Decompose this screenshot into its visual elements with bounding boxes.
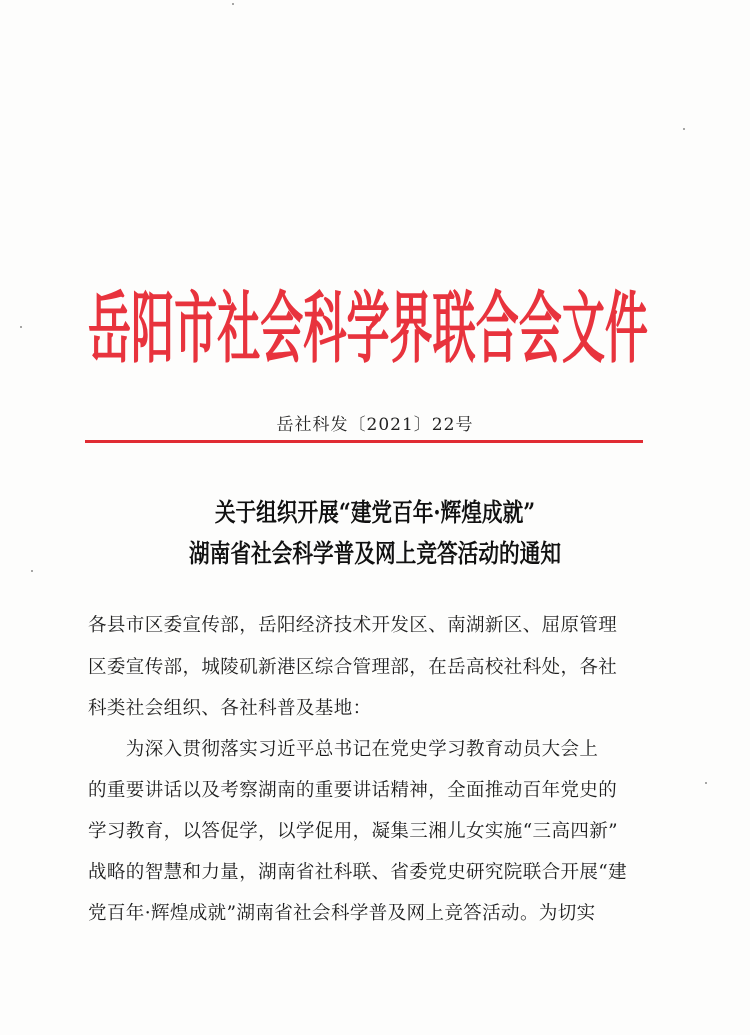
notice-title-line-2: 湖南省社会科学普及网上竞答活动的通知 — [188, 539, 561, 568]
scan-speck — [683, 128, 685, 130]
body-text-line: 各县市区委宣传部，岳阳经济技术开发区、南湖新区、屈原管理 — [88, 615, 618, 636]
document-number: 岳社科发〔2021〕22号 — [276, 415, 474, 435]
scan-speck — [705, 782, 707, 784]
red-separator-line — [85, 440, 643, 443]
body-text-line: 战略的智慧和力量，湖南省社科联、省委党史研究院联合开展“建 — [88, 862, 628, 883]
scan-speck — [31, 570, 33, 572]
scan-speck — [20, 326, 22, 328]
body-text-line: 为深入贯彻落实习近平总书记在党史学习教育动员大会上 — [88, 739, 599, 760]
body-text-line: 党百年·辉煌成就”湖南省社会科学普及网上竞答活动。为切实 — [88, 903, 596, 924]
notice-title-line-1: 关于组织开展“建党百年·辉煌成就” — [214, 498, 536, 527]
body-text-line: 学习教育，以答促学，以学促用，凝集三湘儿女实施“三高四新” — [88, 821, 619, 842]
body-text-line: 科类社会组织、各社科普及基地： — [88, 698, 372, 719]
body-text-line: 的重要讲话以及考察湖南的重要讲话精神，全面推动百年党史的 — [88, 780, 618, 801]
scan-speck — [232, 3, 234, 5]
document-masthead: 岳阳市社会科学界联合会文件 — [88, 283, 648, 374]
body-text-line: 区委宣传部，城陵矶新港区综合管理部，在岳高校社科处，各社 — [88, 657, 618, 678]
